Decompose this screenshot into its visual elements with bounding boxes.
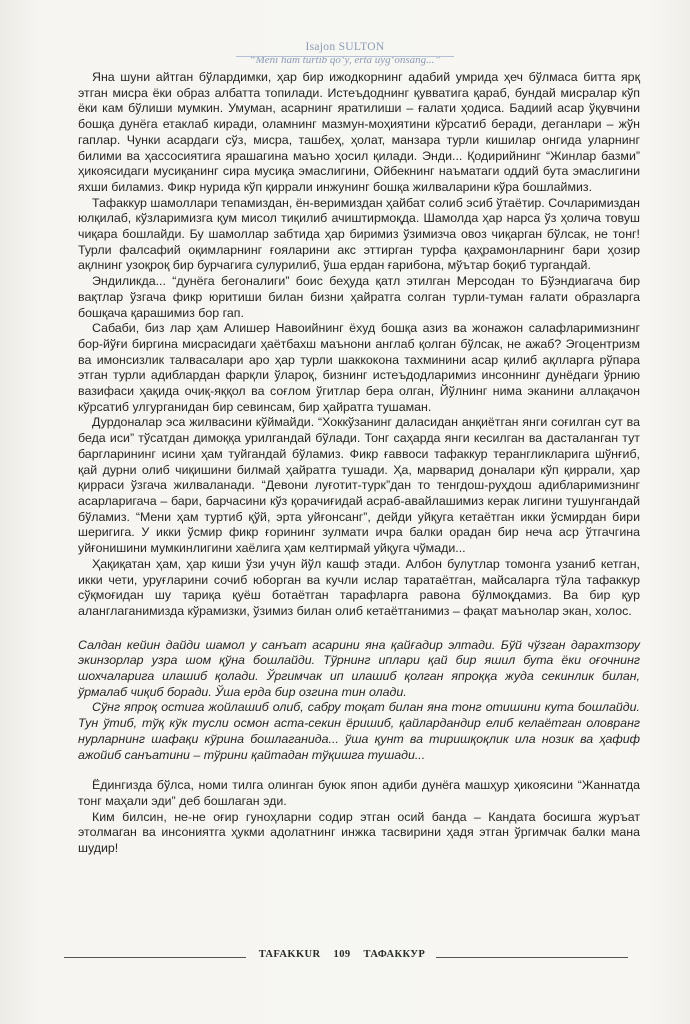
footer-rule-right — [436, 957, 628, 958]
journal-name-cyrillic: ТАФАККУР — [363, 949, 426, 960]
article-subtitle: “Meni ham turtib qo‘y, erta uyg‘onsang...” — [249, 54, 441, 66]
section-gap — [78, 763, 640, 778]
body-paragraph: Ҳақиқатан ҳам, ҳар киши ўзи учун йўл кашф этади. Албон булутлар томонга узаниб кетган, икки чети, уруғларини сочиб юборган ва кучли ислар таратаётган, майсаларга тўла тафаккур сўқмоғидан шу тариқа қуёш ботаётган тарафларга равона бўлмоқдамиз. Ва бир қур аланглаганимизда кўрамизки, ўзимиз билан олиб кетаётганимиз – фақат маънолар экан, холос. — [78, 556, 640, 618]
body-paragraph: Яна шуни айтган бўлардимки, ҳар бир ижодкорнинг адабий умрида ҳеч бўлмаса битта ярқ этган мисра ёки образ албатта топилади. Истеъдоднинг қувватига қараб, бундай мисралар кўп ёки кам бўлиши мумкин. Умуман, асарнинг яратилиши – ғалати ҳодиса. Бадиий асар ўқувчини бошқа дунёга етаклаб киради, оламнинг мазмун-моҳиятини кўрсатиб беради, деганлари – жўн гаплар. Чунки асардаги сўз, мисра, ташбеҳ, ҳолат, манзара турли кишилар онгида уларнинг билими ва ҳассосиятига ярашагина маъно ҳосил қилади. Энди... Қодирийнинг “Жинлар базми” ҳикоясидаги мусиқанинг сира мусиқа эмаслигини, Ойбекнинг наъматаги оддий бута эмаслигини яхши биламиз. Фикр нурида кўп қиррали инжунинг бошқа жилваларини кўра бошлаймиз. — [78, 70, 640, 194]
running-head — [0, 40, 690, 67]
page-number: 109 — [333, 949, 351, 960]
footer-label — [250, 949, 434, 960]
closing-paragraph: Ёдингизда бўлса, номи тилга олинган буюк япон адиби дунёга машҳур ҳикоясини “Жаннатда тонг маҳали эди” деб бошлаган эди. — [78, 778, 640, 808]
section-gap — [78, 620, 640, 638]
journal-name-latin: TAFAKKUR — [258, 949, 321, 960]
italic-paragraph: Салдан кейин дайди шамол у санъат асарини яна қайғадир элтади. Бўй чўзган дарахтзору экинзорлар узра шом қўна бошлайди. Тўрнинг иплари қай бир яшил бута ёки оғочнинг шохчаларига илашиб қолади. Ўргимчак ип илашиб қолган япроққа жуда секинлик билан, ўрмалаб чиқиб боради. Ўша ерда бир озгина тин олади. — [78, 637, 640, 699]
closing-paragraph: Ким билсин, не-не оғир гуноҳларни содир этган осий банда – Кандата босишга журъат этолмаган ва инсониятга ҳукми адолатнинг инжка тасвирини ҳадя этган ўргимчак балки мана шудир! — [78, 809, 640, 856]
header-divider — [236, 56, 454, 57]
author-name: Isajon SULTON — [305, 41, 385, 53]
italic-paragraph: Сўнг япроқ остига жойлашиб олиб, сабру тоқат билан яна тонг отишини кута бошлайди. Тун ўтиб, тўқ кўк тусли осмон аста-секин ёришиб, қайлардандир елиб келаётган оловранг нурларнинг шафақи кўрина бошлаганида... ўша қунт ва тиришқоқлик ила нозик ва ҳафиф ажойиб санъатини – тўрини қайтадан тўқишга тушади... — [78, 700, 640, 762]
article-body — [78, 70, 640, 857]
body-paragraph: Сабаби, биз лар ҳам Алишер Навоийнинг ёхуд бошқа азиз ва жонажон салафларимизнинг бор-йўғи биргина мисрасидаги ҳаётбахш маънони англаб қолган бўлсак, не ажаб? Эгоцентризм ва имонсизлик талвасалари аро ҳар турли шаккокона тахминини асар қилиб ақлларга рўпара этган турли адиблардан фарқли ўлароқ, бизнинг истеъдодларимиз инсоннинг дунёдаги ўрнию вазифаси ҳақида очиқ-яққол ва соғлом ўгитлар бера олган, Йўлнинг нима эканини аллақачон кўрсатиб улгурганидан бир севинсам, бир ҳайратга тушаман. — [78, 321, 640, 414]
page-footer — [0, 949, 690, 967]
body-paragraph: Дурдоналар эса жилвасини кўймайди. “Хоккўзанинг даласидан анқиётган янги соғилган сут ва беда иси” тўсатдан димоққа урилгандай бўлади. Тонг саҳарда янги кесилган ва дасталанган тут баргларининг исини ҳам туйгандай бўламиз. Фикр ғаввоси тафаккур терангликларига шўнғиб, қай дурни олиб чиқишини билмай ҳайратга тушади. Ҳа, марварид доналари кўп қиррали, ҳар қирраси ўзгача жилваланади. “Девони луғотит-турк”дан то тенгдош-руҳдош адибларимизнинг асарларигача – бари, барчасини кўз қорачиғидай асраб-авайлашимиз керак лигини тушунгандай бўламиз. “Мени ҳам туртиб қўй, эрта уйғонсанг”, дейди уйқуга кетаётган икки ўсмирдан бири шеригига. У икки ўсмир фикр ғорининг зулмати ичра балки орадан бир неча аср ўтгачгина уйғонишини мумкинлигини хаёлига ҳам келтирмай уйқуга чўмади... — [78, 415, 640, 556]
body-paragraph: Тафаккур шамоллари тепамиздан, ён-веримиздан ҳайбат солиб эсиб ўтаётир. Сочларимиздан юлқилаб, кўзларимизга қум мисол тиқилиб ачиштирмоқда. Шамолда ҳар нарса ўз ҳолича товуш чиқара бошлайди. Бу шамоллар забтида ҳар биримиз ўзимизча овоз чиқарган бўлсак, не тонг! Турли фалсафий оқимларнинг ғояларини акс эттирган турфа қаҳрамонларнинг бари ҳозир ақлнинг узоқроқ бир бурчагига сулурилиб, ўша ердан ғарибона, мўътар боқиб тургандай. — [78, 195, 640, 273]
body-paragraph: Эндиликда... “дунёга бегоналиги” боис беҳуда қатл этилган Мерсодан то Бўэндиагача бир вақтлар ўзгача фикр юритиши билан бизни ҳайратга солган турли-туман ғалати образларга бошқача қарашимиз бор гап. — [78, 274, 640, 320]
footer-rule-left — [64, 957, 246, 958]
